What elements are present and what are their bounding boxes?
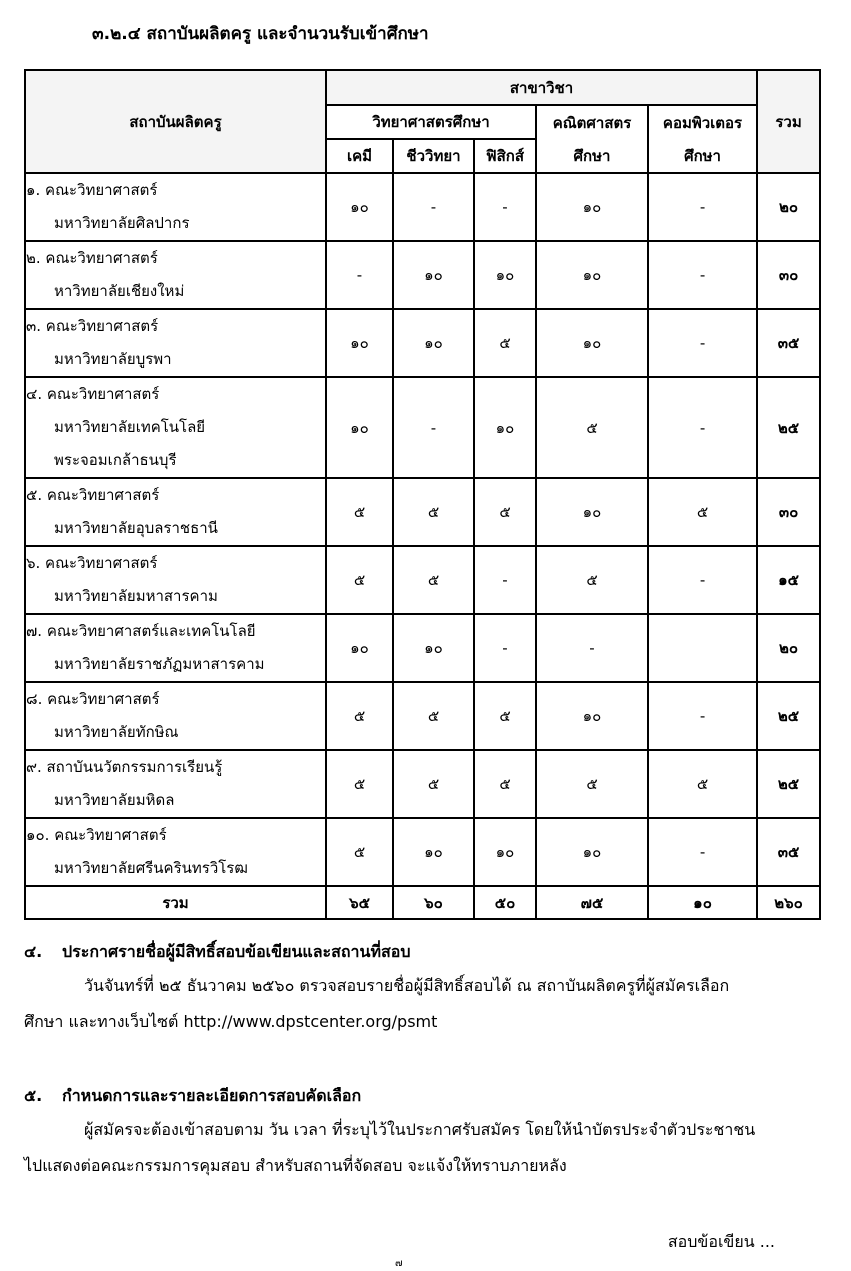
- math-cell: ๕: [536, 377, 648, 478]
- phys-cell: -: [474, 173, 536, 241]
- table-row: [25, 241, 820, 309]
- institution-cell: [25, 309, 326, 377]
- total-cell: ๓๐: [757, 478, 820, 546]
- total-cell: ๒๕: [757, 750, 820, 818]
- institution-line: มหาวิทยาลัยศรีนครินทรวิโรฒ: [54, 859, 248, 877]
- total-cell: ๒๐: [757, 173, 820, 241]
- institution-line: ๓. คณะวิทยาศาสตร์: [26, 317, 159, 335]
- comp-cell: -: [648, 241, 757, 309]
- total-cell: ๒๕: [757, 682, 820, 750]
- institution-line: มหาวิทยาลัยทักษิณ: [54, 723, 179, 741]
- header-chem: เคมี: [326, 139, 393, 173]
- bio-cell: ๕: [393, 546, 474, 614]
- section-5-number: ๕.: [24, 1086, 43, 1105]
- institution-line: หาวิทยาลัยเชียงใหม่: [54, 282, 185, 300]
- bio-cell: ๕: [393, 478, 474, 546]
- institution-cell: [25, 818, 326, 886]
- sum-label: รวม: [25, 886, 326, 919]
- sum-total: ๒๖๐: [757, 886, 820, 919]
- total-cell: ๓๕: [757, 818, 820, 886]
- section-4-body: [24, 968, 814, 1040]
- chem-cell: ๑๐: [326, 173, 393, 241]
- phys-cell: ๕: [474, 309, 536, 377]
- math-cell: ๑๐: [536, 241, 648, 309]
- table-row: [25, 682, 820, 750]
- chem-cell: ๕: [326, 546, 393, 614]
- math-cell: ๑๐: [536, 682, 648, 750]
- chem-cell: ๕: [326, 478, 393, 546]
- header-comp-line1: คอมพิวเตอร: [662, 114, 743, 132]
- total-cell: ๑๕: [757, 546, 820, 614]
- header-phys: ฟิสิกส์: [474, 139, 536, 173]
- institution-line: ๘. คณะวิทยาศาสตร์: [26, 690, 160, 708]
- institution-cell: [25, 377, 326, 478]
- section-4-line2: ศึกษา และทางเว็บไซต์ http://www.dpstcenter.org/psmt: [24, 1012, 438, 1031]
- bio-cell: ๑๐: [393, 241, 474, 309]
- institution-line: ๒. คณะวิทยาศาสตร์: [26, 249, 158, 267]
- page-mark: ๗: [395, 1258, 403, 1269]
- comp-cell: [648, 614, 757, 682]
- header-math: [536, 105, 648, 173]
- institution-line: มหาวิทยาลัยบูรพา: [54, 350, 172, 368]
- comp-cell: -: [648, 546, 757, 614]
- institution-cell: [25, 546, 326, 614]
- phys-cell: ๑๐: [474, 241, 536, 309]
- section-4-number: ๔.: [24, 942, 43, 961]
- chem-cell: ๑๐: [326, 309, 393, 377]
- header-math-line2: ศึกษา: [573, 147, 611, 165]
- table-row: [25, 309, 820, 377]
- institution-line: มหาวิทยาลัยมหาสารคาม: [54, 587, 218, 605]
- institution-table: [24, 69, 821, 920]
- table-row: [25, 546, 820, 614]
- chem-cell: ๕: [326, 818, 393, 886]
- header-comp-line2: ศึกษา: [684, 147, 721, 165]
- table-row: [25, 818, 820, 886]
- institution-cell: [25, 478, 326, 546]
- comp-cell: -: [648, 377, 757, 478]
- table-row: [25, 478, 820, 546]
- section-5-body: [24, 1112, 814, 1184]
- math-cell: ๑๐: [536, 173, 648, 241]
- phys-cell: ๑๐: [474, 818, 536, 886]
- sum-phys: ๕๐: [474, 886, 536, 919]
- institution-cell: [25, 750, 326, 818]
- header-field: สาขาวิชา: [326, 70, 757, 105]
- header-institution: สถาบันผลิตครู: [25, 70, 326, 173]
- institution-line: ๔. คณะวิทยาศาสตร์: [26, 385, 160, 403]
- institution-cell: [25, 173, 326, 241]
- institution-line: มหาวิทยาลัยเทคโนโลยี: [54, 418, 206, 436]
- total-cell: ๒๐: [757, 614, 820, 682]
- table-row: [25, 750, 820, 818]
- continuation-note: สอบข้อเขียน ...: [667, 1232, 775, 1251]
- section-4-line1: วันจันทร์ที่ ๒๕ ธันวาคม ๒๕๖๐ ตรวจสอบรายชื่อผู้มีสิทธิ์สอบได้ ณ สถาบันผลิตครูที่ผู้สมัครเลือก: [84, 976, 730, 995]
- chem-cell: ๕: [326, 682, 393, 750]
- institution-line: ๗. คณะวิทยาศาสตร์และเทคโนโลยี: [26, 622, 256, 640]
- institution-line: มหาวิทยาลัยอุบลราชธานี: [54, 519, 218, 537]
- math-cell: ๕: [536, 546, 648, 614]
- total-cell: ๒๕: [757, 377, 820, 478]
- header-comp: [648, 105, 757, 173]
- institution-cell: [25, 614, 326, 682]
- bio-cell: ๑๐: [393, 614, 474, 682]
- phys-cell: -: [474, 614, 536, 682]
- sum-math: ๗๕: [536, 886, 648, 919]
- institution-line: มหาวิทยาลัยราชภัฏมหาสารคาม: [54, 655, 265, 673]
- bio-cell: ๑๐: [393, 818, 474, 886]
- phys-cell: ๕: [474, 478, 536, 546]
- header-bio: ชีววิทยา: [393, 139, 474, 173]
- total-cell: ๓๐: [757, 241, 820, 309]
- header-math-line1: คณิตศาสตร: [552, 114, 632, 132]
- institution-line: ๑. คณะวิทยาศาสตร์: [26, 181, 158, 199]
- chem-cell: ๑๐: [326, 377, 393, 478]
- total-cell: ๓๕: [757, 309, 820, 377]
- math-cell: ๕: [536, 750, 648, 818]
- header-science-ed: วิทยาศาสตรศึกษา: [326, 105, 536, 139]
- section-5-line1: ผู้สมัครจะต้องเข้าสอบตาม วัน เวลา ที่ระบุไว้ในประกาศรับสมัคร โดยให้นำบัตรประจำตัวประชาชน: [84, 1120, 756, 1139]
- math-cell: ๑๐: [536, 478, 648, 546]
- comp-cell: -: [648, 309, 757, 377]
- bio-cell: -: [393, 173, 474, 241]
- section-5-title: กำหนดการและรายละเอียดการสอบคัดเลือก: [62, 1086, 362, 1105]
- institution-line: พระจอมเกล้าธนบุรี: [54, 451, 177, 469]
- section-5-line2: ไปแสดงต่อคณะกรรมการคุมสอบ สำหรับสถานที่จัดสอบ จะแจ้งให้ทราบภายหลัง: [24, 1156, 567, 1175]
- institution-cell: [25, 241, 326, 309]
- math-cell: ๑๐: [536, 818, 648, 886]
- math-cell: -: [536, 614, 648, 682]
- table-row: [25, 614, 820, 682]
- comp-cell: -: [648, 173, 757, 241]
- chem-cell: ๑๐: [326, 614, 393, 682]
- table-row: [25, 173, 820, 241]
- comp-cell: -: [648, 682, 757, 750]
- comp-cell: -: [648, 818, 757, 886]
- phys-cell: ๕: [474, 682, 536, 750]
- institution-line: มหาวิทยาลัยศิลปากร: [54, 214, 190, 232]
- header-total: รวม: [757, 70, 820, 173]
- sum-bio: ๖๐: [393, 886, 474, 919]
- comp-cell: ๕: [648, 750, 757, 818]
- institution-cell: [25, 682, 326, 750]
- table-row: [25, 377, 820, 478]
- institution-line: ๑๐. คณะวิทยาศาสตร์: [26, 826, 167, 844]
- phys-cell: -: [474, 546, 536, 614]
- chem-cell: ๕: [326, 750, 393, 818]
- math-cell: ๑๐: [536, 309, 648, 377]
- comp-cell: ๕: [648, 478, 757, 546]
- sum-chem: ๖๕: [326, 886, 393, 919]
- sum-comp: ๑๐: [648, 886, 757, 919]
- institution-line: ๖. คณะวิทยาศาสตร์: [26, 554, 158, 572]
- institution-line: ๙. สถาบันนวัตกรรมการเรียนรู้: [26, 758, 223, 776]
- chem-cell: -: [326, 241, 393, 309]
- bio-cell: ๕: [393, 682, 474, 750]
- bio-cell: ๕: [393, 750, 474, 818]
- phys-cell: ๑๐: [474, 377, 536, 478]
- phys-cell: ๕: [474, 750, 536, 818]
- bio-cell: -: [393, 377, 474, 478]
- section-5-heading: [24, 1084, 361, 1109]
- institution-line: ๕. คณะวิทยาศาสตร์: [26, 486, 160, 504]
- section-title: ๓.๒.๔ สถาบันผลิตครู และจำนวนรับเข้าศึกษา: [92, 24, 429, 44]
- institution-line: มหาวิทยาลัยมหิดล: [54, 791, 175, 809]
- section-4-title: ประกาศรายชื่อผู้มีสิทธิ์สอบข้อเขียนและสถานที่สอบ: [62, 942, 411, 961]
- bio-cell: ๑๐: [393, 309, 474, 377]
- section-4-heading: [24, 940, 411, 965]
